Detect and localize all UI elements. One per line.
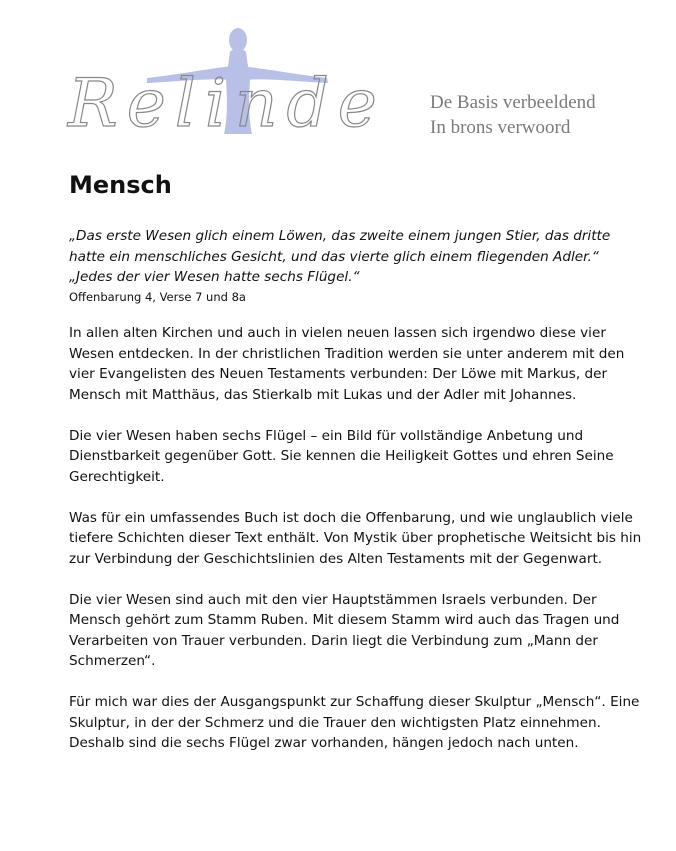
bible-quote — [69, 226, 629, 306]
page-title: Mensch — [69, 171, 172, 199]
quote-line-2: „Jedes der vier Wesen hatte sechs Flügel.“ — [69, 269, 360, 285]
tagline — [430, 90, 596, 140]
quote-line-1: „Das erste Wesen glich einem Löwen, das zweite einem jungen Stier, das dritte hatte ein menschliches Gesicht, und das vierte glich einem fliegenden Adler.“ — [69, 228, 611, 265]
quote-source: Offenbarung 4, Verse 7 und 8a — [69, 289, 246, 304]
paragraph-3: Was für ein umfassendes Buch ist doch die Offenbarung, und wie unglaublich viele tiefere Schichten dieser Text enthält. Von Mystik über prophetische Weitsicht bis hin zur Verbindung der Geschichtslinien des Alten Testaments mit der Gegenwart. — [69, 509, 642, 567]
tagline-line-2: In brons verwoord — [430, 117, 571, 138]
paragraph-2: Die vier Wesen haben sechs Flügel – ein Bild für vollständige Anbetung und Dienstbarkeit gegenüber Gott. Sie kennen die Heiligkeit Gottes und ehren Seine Gerechtigkeit. — [69, 427, 614, 485]
tagline-line-1: De Basis verbeeldend — [430, 92, 596, 113]
relinde-logo — [62, 26, 412, 146]
paragraph-4: Die vier Wesen sind auch mit den vier Hauptstämmen Israels verbunden. Der Mensch gehört zum Stamm Ruben. Mit diesem Stamm wird auch das Tragen und Verarbeiten von Trauer verbunden. Darin liegt die Verbindung zum „Mann der Schmerzen“. — [69, 591, 620, 669]
body-text — [69, 323, 649, 754]
paragraph-1: In allen alten Kirchen und auch in vielen neuen lassen sich irgendwo diese vier Wesen entdecken. In der christlichen Tradition werden sie unter anderem mit den vier Evangelisten des Neuen Testaments verbunden: Der Löwe mit Markus, der Mensch mit Matthäus, das Stierkalb mit Lukas und der Adler mit Johannes. — [69, 325, 625, 403]
paragraph-5: Für mich war dies der Ausgangspunkt zur Schaffung dieser Skulptur „Mensch“. Eine Skulptur, in der der Schmerz und die Trauer den wichtigsten Platz einnehmen. — [69, 694, 640, 731]
paragraph-6: Deshalb sind die sechs Flügel zwar vorhanden, hängen jedoch nach unten. — [69, 735, 579, 751]
logo-wordmark: Relinde — [68, 65, 386, 142]
